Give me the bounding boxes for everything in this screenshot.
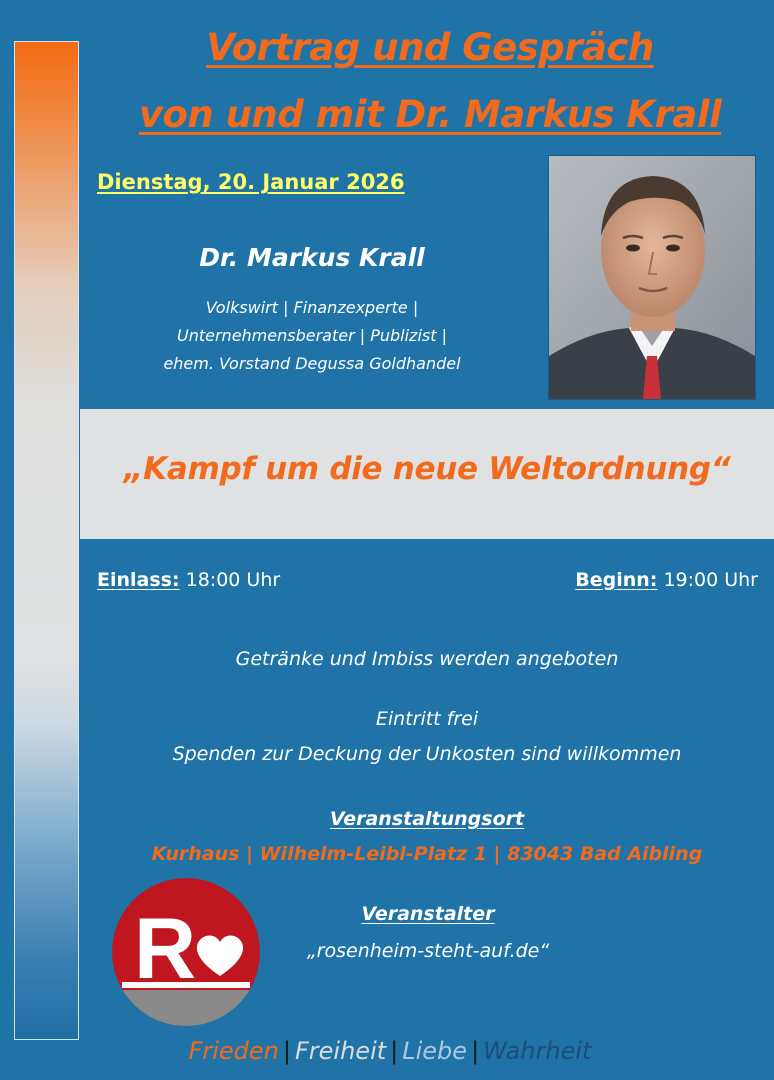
venue-address: Kurhaus | Wilhelm-Leibl-Platz 1 | 83043 Bad Aibling bbox=[151, 843, 703, 865]
organizer-label: Veranstalter bbox=[361, 903, 495, 925]
title-line-2: von und mit Dr. Markus Krall bbox=[138, 93, 722, 136]
organizer-logo bbox=[112, 878, 260, 1026]
role-line-2: Unternehmensberater | Publizist | bbox=[177, 326, 447, 345]
entry-value: 18:00 Uhr bbox=[185, 569, 281, 591]
motto-word-4: Wahrheit bbox=[483, 1037, 592, 1065]
event-date: Dienstag, 20. Januar 2026 bbox=[97, 170, 405, 194]
motto-separator: | bbox=[282, 1037, 291, 1065]
motto-word-3: Liebe bbox=[402, 1037, 468, 1065]
motto-separator: | bbox=[390, 1037, 399, 1065]
logo-letter: R bbox=[134, 901, 197, 997]
talk-title: „Kampf um die neue Weltordnung“ bbox=[123, 451, 731, 487]
motto-separator: | bbox=[471, 1037, 480, 1065]
admission-note: Eintritt frei bbox=[375, 708, 479, 730]
donation-note: Spenden zur Deckung der Unkosten sind willkommen bbox=[172, 743, 682, 765]
motto-word-2: Freiheit bbox=[294, 1037, 387, 1065]
speaker-name: Dr. Markus Krall bbox=[199, 243, 425, 272]
motto bbox=[90, 1037, 690, 1065]
title-line-1: Vortrag und Gespräch bbox=[206, 26, 654, 69]
portrait-illustration bbox=[549, 156, 755, 399]
motto-word-1: Frieden bbox=[188, 1037, 279, 1065]
start-time bbox=[575, 569, 758, 591]
start-value: 19:00 Uhr bbox=[663, 569, 758, 591]
speaker-roles bbox=[110, 294, 514, 378]
start-label: Beginn: bbox=[575, 569, 658, 591]
role-line-3: ehem. Vorstand Degussa Goldhandel bbox=[163, 354, 461, 373]
entry-label: Einlass: bbox=[97, 569, 180, 591]
speaker-photo bbox=[548, 155, 756, 400]
venue-label: Veranstaltungsort bbox=[329, 808, 525, 830]
entry-time bbox=[97, 569, 280, 591]
role-line-1: Volkswirt | Finanzexperte | bbox=[205, 298, 419, 317]
organizer-name: „rosenheim-steht-auf.de“ bbox=[306, 940, 550, 962]
food-note: Getränke und Imbiss werden angeboten bbox=[235, 648, 619, 670]
logo-r-heart-icon bbox=[112, 878, 260, 1026]
side-gradient-bar bbox=[14, 41, 79, 1040]
